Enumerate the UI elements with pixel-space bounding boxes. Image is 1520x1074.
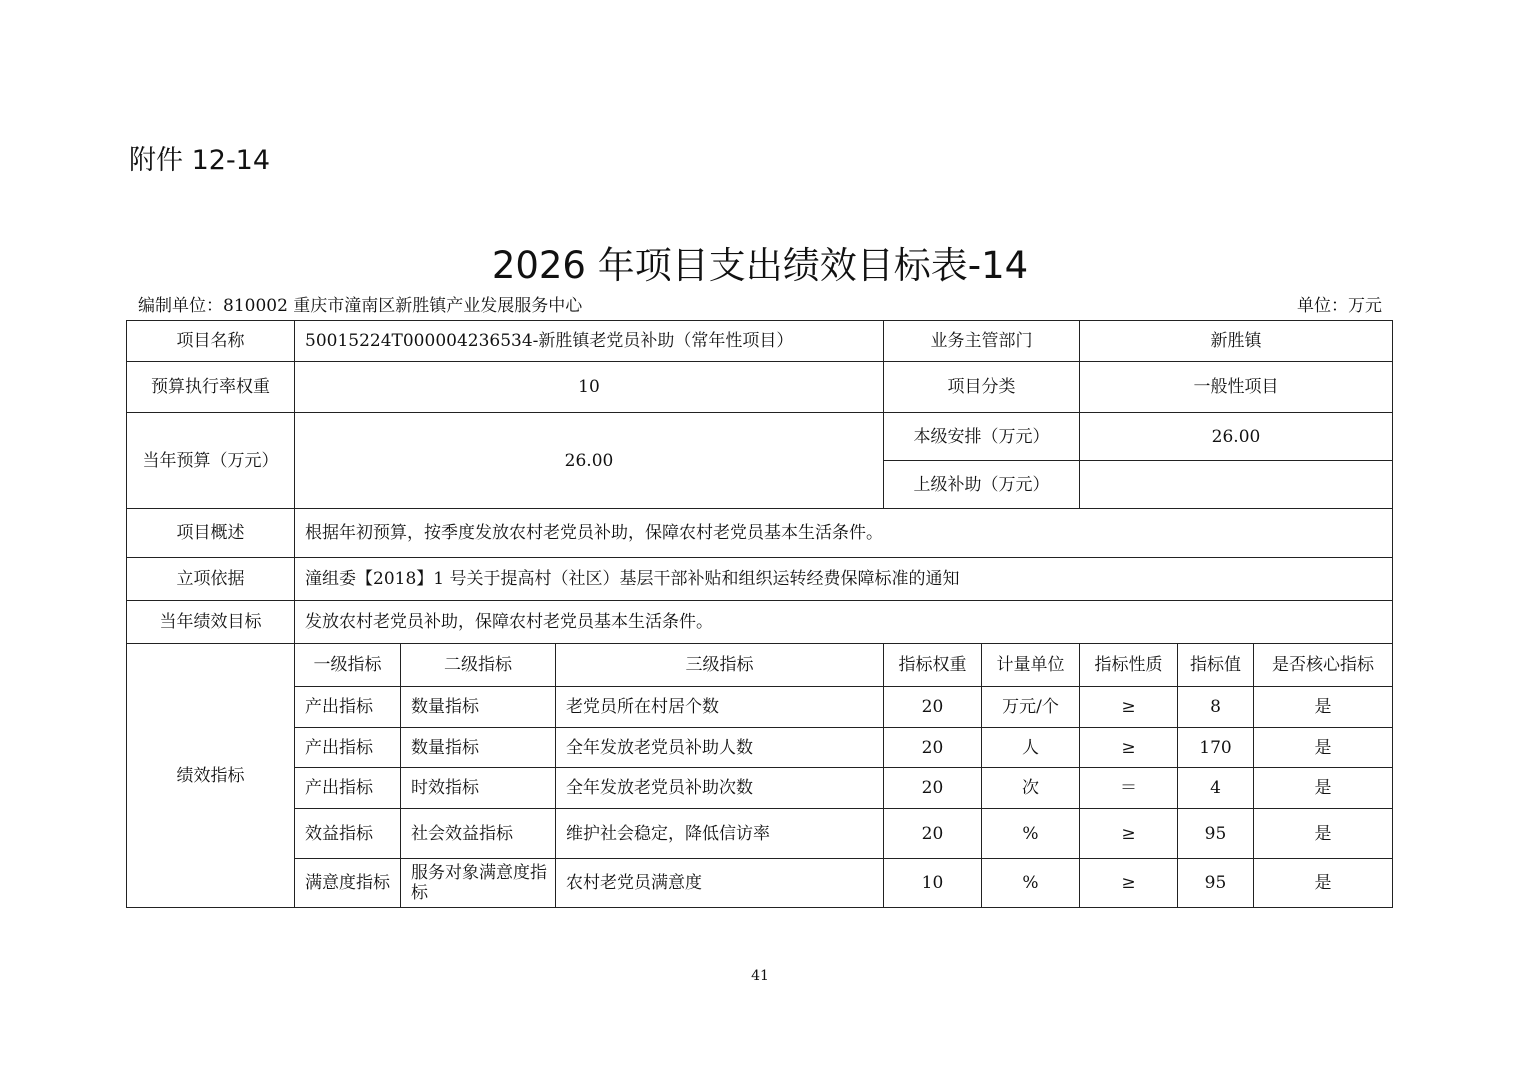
overview-value: 根据年初预算，按季度发放农村老党员补助，保障农村老党员基本生活条件。 xyxy=(295,509,1393,558)
row-budget-weight xyxy=(127,362,1393,413)
indicator-unit: 人 xyxy=(982,728,1080,768)
header-level3: 三级指标 xyxy=(556,644,884,687)
indicator-level3: 全年发放老党员补助次数 xyxy=(556,768,884,809)
indicator-level1: 产出指标 xyxy=(295,728,401,768)
superior-subsidy-label: 上级补助（万元） xyxy=(884,461,1080,509)
indicator-nature: ≥ xyxy=(1080,728,1178,768)
superior-subsidy-value xyxy=(1080,461,1393,509)
currency-unit: 单位：万元 xyxy=(1297,296,1382,316)
indicator-row xyxy=(127,768,1393,809)
indicator-nature: ≥ xyxy=(1080,859,1178,908)
header-unit: 计量单位 xyxy=(982,644,1080,687)
row-project-name xyxy=(127,321,1393,362)
overview-label: 项目概述 xyxy=(127,509,295,558)
indicator-weight: 20 xyxy=(884,728,982,768)
row-annual-budget xyxy=(127,413,1393,461)
project-category-value: 一般性项目 xyxy=(1080,362,1393,413)
indicator-nature: ＝ xyxy=(1080,768,1178,809)
row-basis xyxy=(127,558,1393,601)
basis-label: 立项依据 xyxy=(127,558,295,601)
annual-budget-label: 当年预算（万元） xyxy=(127,413,295,509)
row-overview xyxy=(127,509,1393,558)
indicator-level3: 维护社会稳定，降低信访率 xyxy=(556,809,884,859)
project-name-value: 50015224T000004236534-新胜镇老党员补助（常年性项目） xyxy=(295,321,884,362)
project-category-label: 项目分类 xyxy=(884,362,1080,413)
indicator-value: 95 xyxy=(1178,859,1254,908)
compiling-unit: 编制单位：810002 重庆市潼南区新胜镇产业发展服务中心 xyxy=(138,296,583,316)
budget-weight-value: 10 xyxy=(295,362,884,413)
indicator-row xyxy=(127,728,1393,768)
department-label: 业务主管部门 xyxy=(884,321,1080,362)
header-level2: 二级指标 xyxy=(401,644,556,687)
indicator-level2: 数量指标 xyxy=(401,728,556,768)
row-annual-goal xyxy=(127,601,1393,644)
indicator-level1: 满意度指标 xyxy=(295,859,401,908)
annual-budget-value: 26.00 xyxy=(295,413,884,509)
indicator-unit: % xyxy=(982,859,1080,908)
annual-goal-label: 当年绩效目标 xyxy=(127,601,295,644)
indicator-unit: 次 xyxy=(982,768,1080,809)
indicator-unit: 万元/个 xyxy=(982,687,1080,728)
indicator-level2: 服务对象满意度指标 xyxy=(401,859,556,908)
indicator-unit: % xyxy=(982,809,1080,859)
department-value: 新胜镇 xyxy=(1080,321,1393,362)
indicator-row xyxy=(127,859,1393,908)
performance-target-table xyxy=(126,320,1393,908)
indicator-core: 是 xyxy=(1254,859,1393,908)
header-value: 指标值 xyxy=(1178,644,1254,687)
project-name-label: 项目名称 xyxy=(127,321,295,362)
indicator-header-row xyxy=(127,644,1393,687)
indicator-level2: 数量指标 xyxy=(401,687,556,728)
indicator-row xyxy=(127,809,1393,859)
indicator-row xyxy=(127,687,1393,728)
indicator-core: 是 xyxy=(1254,728,1393,768)
indicator-nature: ≥ xyxy=(1080,809,1178,859)
indicator-level2: 社会效益指标 xyxy=(401,809,556,859)
indicator-level1: 产出指标 xyxy=(295,768,401,809)
indicator-weight: 20 xyxy=(884,687,982,728)
header-level1: 一级指标 xyxy=(295,644,401,687)
local-arrangement-value: 26.00 xyxy=(1080,413,1393,461)
budget-weight-label: 预算执行率权重 xyxy=(127,362,295,413)
indicator-weight: 20 xyxy=(884,768,982,809)
header-weight: 指标权重 xyxy=(884,644,982,687)
indicator-value: 95 xyxy=(1178,809,1254,859)
indicator-weight: 20 xyxy=(884,809,982,859)
indicator-core: 是 xyxy=(1254,768,1393,809)
page-number: 41 xyxy=(751,968,769,984)
local-arrangement-label: 本级安排（万元） xyxy=(884,413,1080,461)
indicator-level1: 产出指标 xyxy=(295,687,401,728)
indicator-nature: ≥ xyxy=(1080,687,1178,728)
indicators-label: 绩效指标 xyxy=(127,644,295,908)
annual-goal-value: 发放农村老党员补助，保障农村老党员基本生活条件。 xyxy=(295,601,1393,644)
basis-value: 潼组委【2018】1 号关于提高村（社区）基层干部补贴和组织运转经费保障标准的通知 xyxy=(295,558,1393,601)
indicator-core: 是 xyxy=(1254,809,1393,859)
indicator-level2: 时效指标 xyxy=(401,768,556,809)
indicator-level3: 老党员所在村居个数 xyxy=(556,687,884,728)
indicator-weight: 10 xyxy=(884,859,982,908)
indicator-level1: 效益指标 xyxy=(295,809,401,859)
document-title: 2026 年项目支出绩效目标表-14 xyxy=(491,244,1029,287)
header-nature: 指标性质 xyxy=(1080,644,1178,687)
indicator-value: 4 xyxy=(1178,768,1254,809)
indicator-value: 170 xyxy=(1178,728,1254,768)
header-core: 是否核心指标 xyxy=(1254,644,1393,687)
indicator-level3: 全年发放老党员补助人数 xyxy=(556,728,884,768)
indicator-value: 8 xyxy=(1178,687,1254,728)
indicator-level3: 农村老党员满意度 xyxy=(556,859,884,908)
indicator-core: 是 xyxy=(1254,687,1393,728)
attachment-label: 附件 12-14 xyxy=(129,145,271,176)
